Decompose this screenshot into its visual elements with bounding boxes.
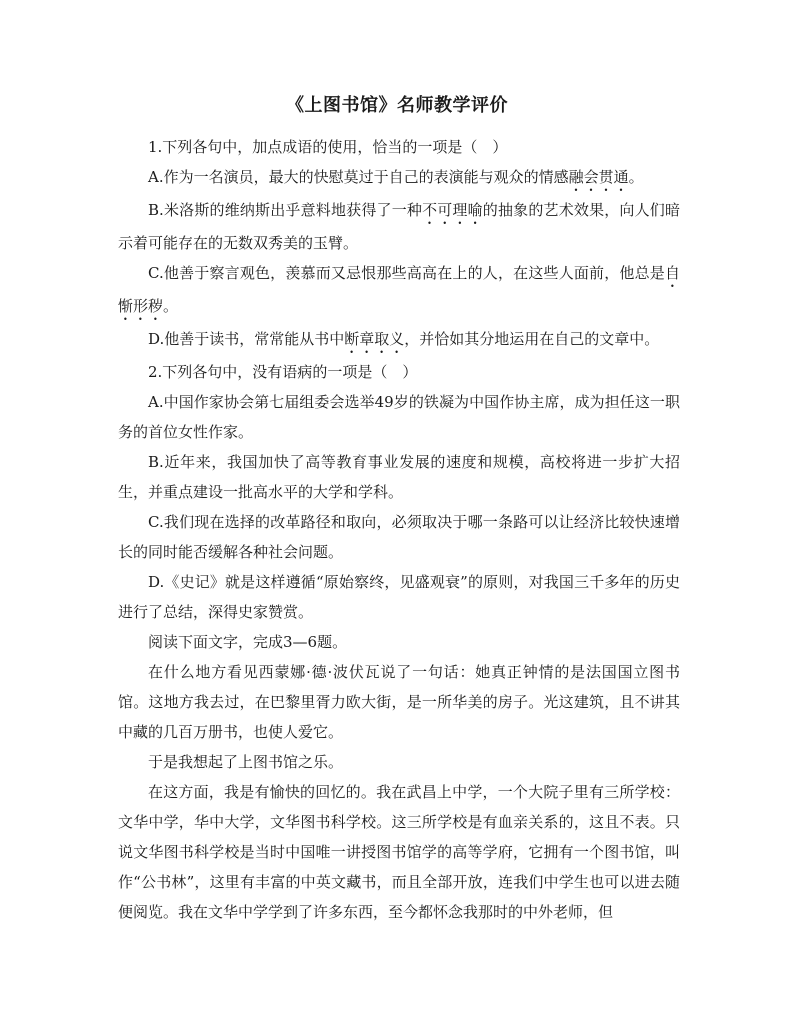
- question-2-option-c: C.我们现在选择的改革路径和取向，必须取决于哪一条路可以让经济比较快速增长的同时能否缓解各种社会问题。: [118, 513, 680, 561]
- option-text: 。: [628, 168, 644, 186]
- option-text: 的抽象的艺术效果，向人们暗示着可能存在的无数双秀美的玉臂。: [118, 201, 680, 252]
- question-2-option-b: B.近年来，我国加快了高等教育事业发展的速度和规模，高校将进一步扩大招生，并重点建设一批高水平的大学和学科。: [118, 453, 680, 501]
- question-1-option-a: [118, 162, 680, 195]
- reading-instruction: 阅读下面文字，完成3—6题。: [148, 633, 348, 651]
- question-1-option-c: [118, 258, 680, 324]
- dotted-idiom: 融会贯通: [568, 168, 629, 186]
- question-1-option-d: [118, 324, 680, 357]
- option-text: B.米洛斯的维纳斯出乎意料地获得了一种: [148, 201, 423, 219]
- option-text: ，并恰如其分地运用在自己的文章中。: [404, 330, 660, 348]
- dotted-idiom: 断章取义: [344, 330, 405, 348]
- option-text: C.他善于察言观色，羡慕而又忌恨那些高高在上的人，在这些人面前，他总是: [148, 264, 665, 282]
- reading-paragraph-2: 于是我想起了上图书馆之乐。: [148, 753, 344, 771]
- option-text: 。: [163, 297, 179, 315]
- reading-paragraph-1: 在什么地方看见西蒙娜·德·波伏瓦说了一句话：她真正钟情的是法国国立图书馆。这地方我去过，在巴黎里胥力欧大街，是一所华美的房子。光这建筑，且不讲其中藏的几百万册书，也使人爱它。: [118, 663, 680, 741]
- option-text: A.作为一名演员，最大的快慰莫过于自己的表演能与观众的情感: [148, 168, 569, 186]
- dotted-idiom: 自惭形秽: [118, 264, 680, 315]
- document-body: [118, 132, 680, 927]
- question-1-stem: 1.下列各句中，加点成语的使用，恰当的一项是（ ）: [148, 138, 508, 156]
- question-2-option-d: D.《史记》就是这样遵循“原始察终，见盛观衰”的原则，对我国三千多年的历史进行了总结，深得史家赞赏。: [118, 573, 680, 621]
- question-2-stem: 2.下列各句中，没有语病的一项是（ ）: [148, 363, 418, 381]
- reading-paragraph-3: 在这方面，我是有愉快的回忆的。我在武昌上中学，一个大院子里有三所学校：文华中学，华中大学，文华图书科学校。这三所学校是有血亲关系的，这且不表。只说文华图书科学校是当时中国唯一讲授图书馆学的高等学府，它拥有一个图书馆，叫作“公书林”，这里有丰富的中英文藏书，而且全部开放，连我们中学生也可以进去随便阅览。我在文华中学学到了许多东西，至今都怀念我那时的中外老师，但: [118, 783, 680, 921]
- question-2-option-a: A.中国作家协会第七届组委会选举49岁的铁凝为中国作协主席，成为担任这一职务的首位女性作家。: [118, 393, 680, 441]
- dotted-idiom: 不可理喻: [422, 201, 483, 219]
- option-text: D.他善于读书，常常能从书中: [148, 330, 345, 348]
- page-title: 《上图书馆》名师教学评价: [286, 95, 508, 116]
- question-1-option-b: [118, 195, 680, 258]
